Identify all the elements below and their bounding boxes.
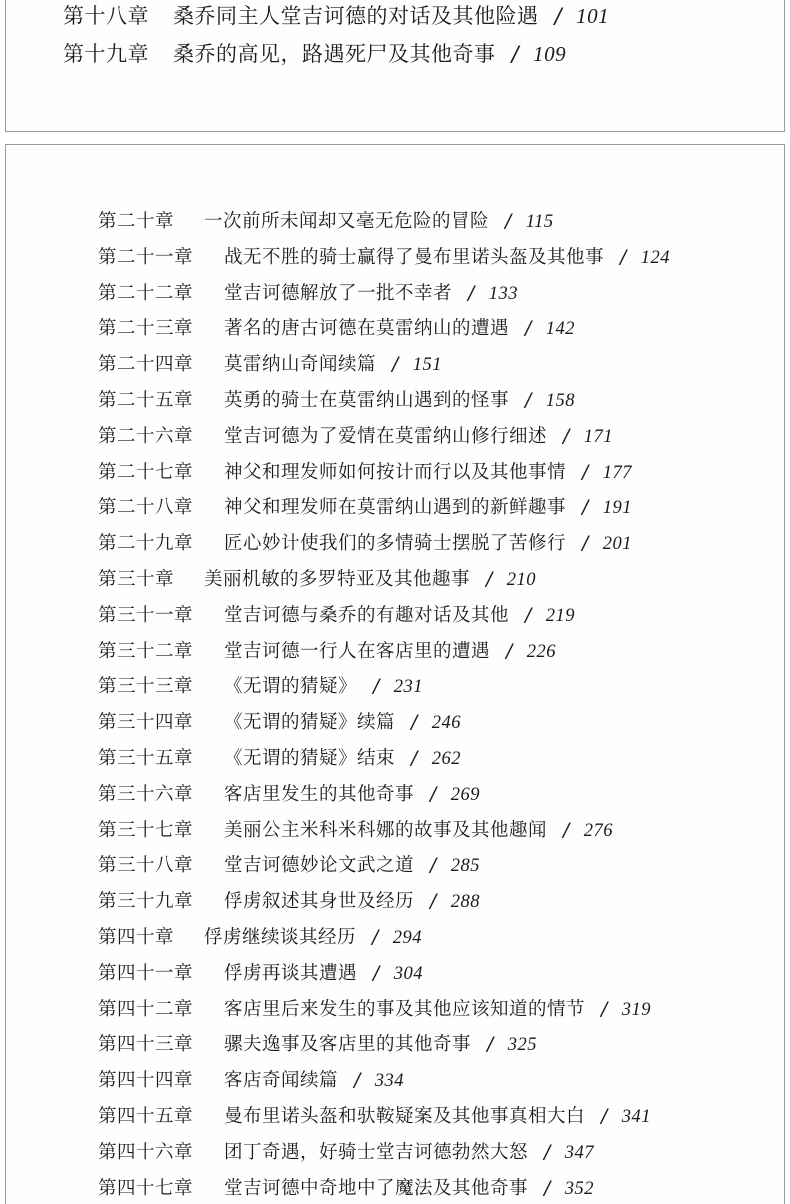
chapter-title: 莫雷纳山奇闻续篇 [224, 354, 377, 376]
chapter-number: 第二十二章 [98, 282, 194, 304]
chapter-title: 战无不胜的骑士赢得了曼布里诺头盔及其他事 [224, 246, 605, 268]
chapter-number: 第二十五章 [98, 390, 194, 411]
toc-entry [98, 529, 632, 555]
page-separator: / [511, 42, 520, 66]
chapter-title: 客店里后来发生的事及其他应该知道的情节 [224, 998, 586, 1020]
toc-entry [98, 1138, 594, 1164]
toc-entry [98, 350, 442, 376]
toc-entry [98, 279, 518, 305]
toc-entry [63, 0, 609, 30]
chapter-title: 堂吉诃德与桑乔的有趣对话及其他 [224, 604, 510, 626]
page-number: 269 [450, 784, 480, 805]
chapter-number: 第二十四章 [98, 354, 194, 376]
chapter-title: 美丽机敏的多罗特亚及其他趣事 [204, 569, 471, 590]
page-number: 304 [393, 963, 423, 984]
chapter-number: 第三十九章 [98, 891, 194, 913]
page-separator: / [487, 1034, 494, 1056]
chapter-number: 第三十四章 [98, 712, 194, 734]
page-separator: / [468, 282, 475, 304]
chapter-number: 第十九章 [63, 42, 149, 66]
page-separator: / [582, 497, 589, 519]
toc-entry [98, 565, 536, 591]
toc-entry [98, 959, 423, 985]
page-number: 325 [507, 1035, 537, 1056]
toc-entry [98, 780, 480, 806]
page-separator: / [392, 354, 399, 376]
page-separator: / [506, 640, 513, 662]
page-separator: / [554, 4, 563, 28]
toc-entry [98, 314, 575, 340]
page-number: 177 [602, 462, 632, 483]
toc-entry [98, 923, 422, 949]
page-number: 341 [621, 1107, 651, 1127]
page-number: 294 [392, 928, 422, 948]
chapter-number: 第四十五章 [98, 1106, 194, 1127]
toc-entry [98, 1066, 404, 1092]
toc-entry [98, 1030, 537, 1056]
chapter-number: 第三十七章 [98, 819, 194, 841]
page-number: 231 [393, 677, 423, 698]
page-number: 133 [488, 283, 518, 304]
chapter-title: 堂吉诃德为了爱情在莫雷纳山修行细述 [224, 425, 548, 447]
page-number: 288 [450, 892, 480, 913]
chapter-title: 著名的唐古诃德在莫雷纳山的遭遇 [224, 318, 510, 340]
page-number: 158 [545, 391, 575, 411]
page-separator: / [582, 533, 589, 555]
chapter-title: 美丽公主米科米科娜的故事及其他趣闻 [224, 819, 548, 841]
page-separator: / [505, 211, 512, 232]
toc-entry [98, 601, 575, 627]
chapter-number: 第四十三章 [98, 1034, 194, 1056]
page-number: 352 [564, 1178, 594, 1199]
page-number: 226 [526, 641, 556, 662]
page-number: 115 [525, 212, 554, 232]
page-number: 319 [621, 999, 651, 1020]
toc-entry [98, 386, 575, 412]
page-number: 276 [583, 820, 613, 841]
toc-entry [98, 207, 554, 233]
chapter-number: 第三十一章 [98, 604, 194, 626]
chapter-title: 堂吉诃德一行人在客店里的遭遇 [224, 640, 491, 662]
chapter-number: 第二十章 [98, 211, 175, 232]
toc-entry [98, 816, 613, 842]
chapter-number: 第十八章 [63, 4, 149, 28]
page-separator: / [486, 569, 493, 590]
chapter-title: 俘虏再谈其遭遇 [224, 962, 358, 984]
toc-entry [98, 887, 480, 913]
page-separator: / [563, 425, 570, 447]
chapter-title: 俘虏叙述其身世及经历 [224, 891, 415, 913]
page-number: 151 [412, 355, 442, 376]
chapter-number: 第四十四章 [98, 1070, 194, 1092]
page-separator: / [525, 604, 532, 626]
chapter-title: 堂吉诃德妙论文武之道 [224, 855, 415, 877]
toc-panel-top [5, 0, 785, 132]
page-number: 246 [431, 713, 461, 734]
chapter-number: 第四十二章 [98, 998, 194, 1020]
page-separator: / [563, 819, 570, 841]
page-separator: / [411, 712, 418, 734]
page-separator: / [430, 891, 437, 913]
chapter-title: 匠心妙计使我们的多情骑士摆脱了苦修行 [224, 533, 567, 555]
toc-entry [98, 493, 632, 519]
page-separator: / [582, 461, 589, 483]
page-number: 191 [602, 498, 632, 519]
chapter-title: 《无谓的猜疑》 [224, 676, 358, 698]
chapter-title: 堂吉诃德解放了一批不幸者 [224, 282, 453, 304]
chapter-title: 《无谓的猜疑》结束 [224, 748, 396, 769]
page-number: 124 [640, 247, 670, 268]
chapter-title: 神父和理发师如何按计而行以及其他事情 [224, 461, 567, 483]
page-number: 201 [602, 534, 632, 555]
page-number: 171 [583, 426, 613, 447]
page-number: 285 [450, 856, 480, 877]
page-separator: / [354, 1070, 361, 1092]
chapter-title: 客店奇闻续篇 [224, 1070, 339, 1092]
page-separator: / [373, 676, 380, 698]
page-separator: / [601, 1106, 608, 1127]
toc-entry [98, 422, 613, 448]
chapter-title: 客店里发生的其他奇事 [224, 783, 415, 805]
chapter-number: 第三十二章 [98, 640, 194, 662]
page-number: 262 [431, 749, 461, 769]
toc-entry [98, 243, 670, 269]
toc-entry [98, 995, 651, 1021]
chapter-title: 一次前所未闻却又毫无危险的冒险 [204, 211, 490, 232]
chapter-number: 第三十八章 [98, 855, 194, 877]
toc-panel-main [5, 144, 785, 1204]
page-number: 109 [533, 42, 567, 66]
chapter-number: 第三十五章 [98, 748, 194, 769]
chapter-title: 团丁奇遇，好骑士堂吉诃德勃然大怒 [224, 1141, 529, 1163]
page-separator: / [430, 855, 437, 877]
chapter-title: 英勇的骑士在莫雷纳山遇到的怪事 [224, 390, 510, 411]
page-separator: / [544, 1141, 551, 1163]
chapter-title: 堂吉诃德中奇地中了魔法及其他奇事 [224, 1177, 529, 1199]
toc-entry [98, 672, 423, 698]
chapter-number: 第四十七章 [98, 1177, 194, 1199]
page-separator: / [525, 390, 532, 411]
toc-entry [98, 851, 480, 877]
chapter-title: 桑乔的高见，路遇死尸及其他奇事 [173, 42, 496, 66]
chapter-title: 桑乔同主人堂吉诃德的对话及其他险遇 [173, 4, 539, 28]
chapter-number: 第四十一章 [98, 962, 194, 984]
page-number: 142 [545, 319, 575, 340]
page-number: 334 [374, 1071, 404, 1092]
chapter-title: 神父和理发师在莫雷纳山遇到的新鲜趣事 [224, 497, 567, 519]
page-number: 101 [576, 4, 610, 28]
page-separator: / [525, 318, 532, 340]
chapter-number: 第二十七章 [98, 461, 194, 483]
chapter-number: 第二十六章 [98, 425, 194, 447]
chapter-title: 《无谓的猜疑》续篇 [224, 712, 396, 734]
chapter-title: 骡夫逸事及客店里的其他奇事 [224, 1034, 472, 1056]
page-number: 219 [545, 605, 575, 626]
chapter-number: 第四十六章 [98, 1141, 194, 1163]
page-separator: / [620, 246, 627, 268]
toc-entry [98, 708, 461, 734]
chapter-title: 曼布里诺头盔和驮鞍疑案及其他事真相大白 [224, 1106, 586, 1127]
toc-entry [98, 458, 632, 484]
page-separator: / [601, 998, 608, 1020]
chapter-number: 第三十六章 [98, 783, 194, 805]
chapter-title: 俘虏继续谈其经历 [204, 927, 357, 948]
chapter-number: 第二十一章 [98, 246, 194, 268]
chapter-number: 第二十八章 [98, 497, 194, 519]
page-separator: / [430, 783, 437, 805]
chapter-number: 第四十章 [98, 927, 175, 948]
toc-entry [98, 637, 556, 663]
toc-entry [98, 744, 461, 770]
chapter-number: 第三十三章 [98, 676, 194, 698]
toc-entry [98, 1102, 651, 1128]
page-separator: / [411, 748, 418, 769]
page-separator: / [544, 1177, 551, 1199]
page-number: 347 [564, 1142, 594, 1163]
page-separator: / [373, 962, 380, 984]
toc-entry [63, 38, 566, 68]
chapter-number: 第二十三章 [98, 318, 194, 340]
chapter-number: 第二十九章 [98, 533, 194, 555]
page-number: 210 [506, 570, 536, 590]
chapter-number: 第三十章 [98, 569, 175, 590]
page-separator: / [372, 927, 379, 948]
